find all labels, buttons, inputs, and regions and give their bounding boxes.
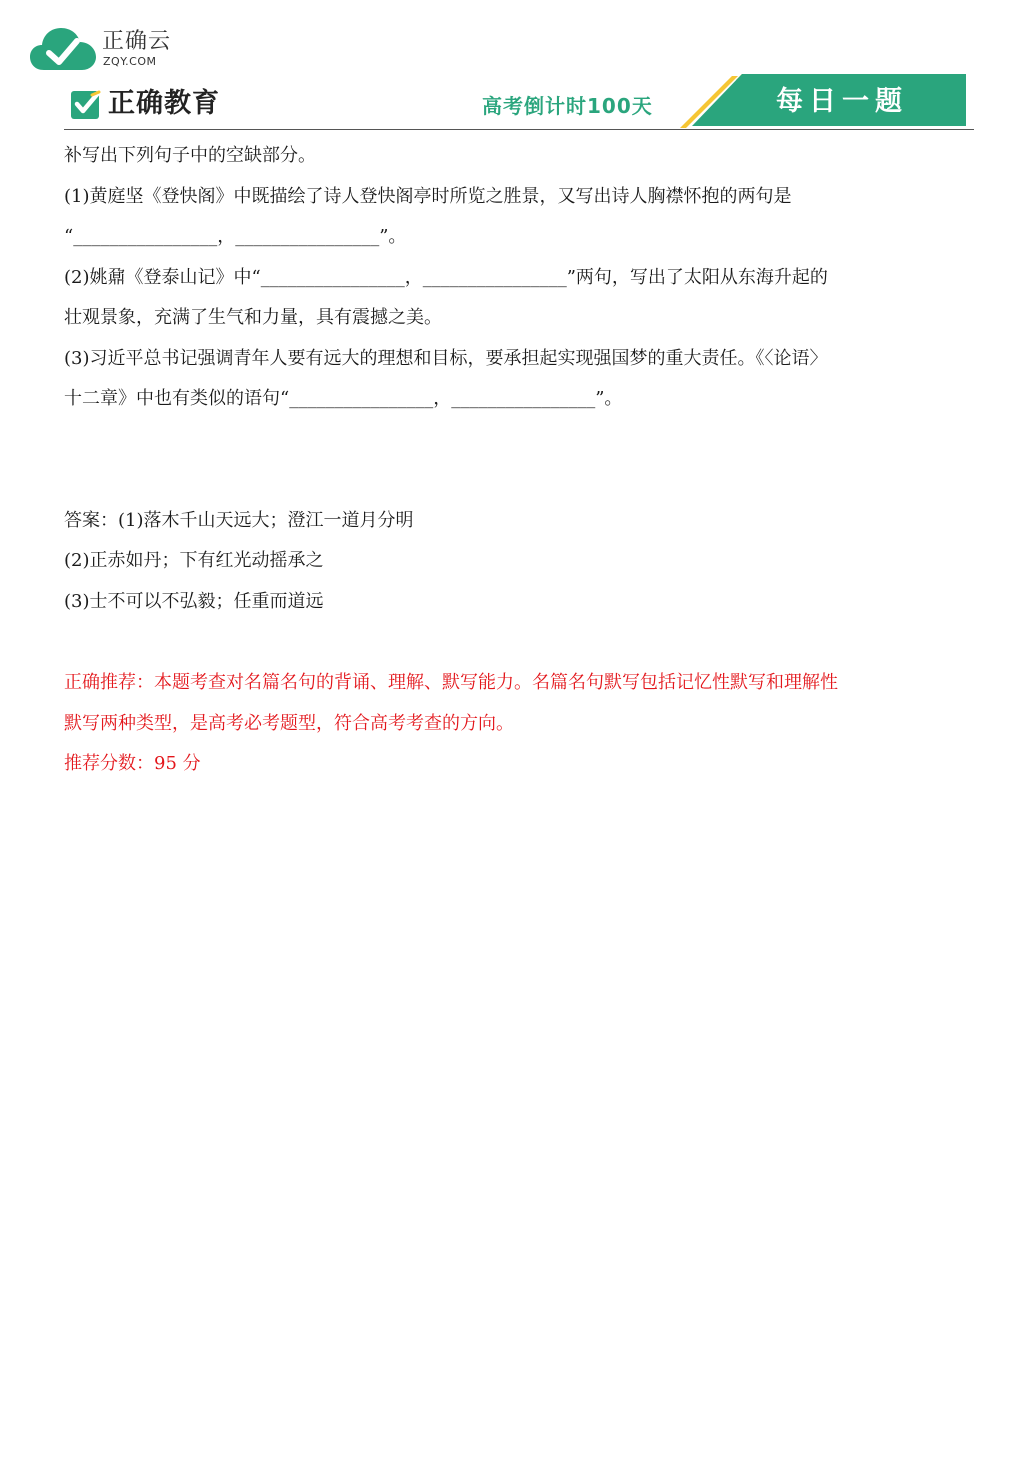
question-line: 壮观景象，充满了生气和力量，具有震撼之美。 bbox=[64, 307, 442, 328]
question-instruction: 补写出下列句子中的空缺部分。 bbox=[64, 145, 316, 166]
zqy-cloud-logo-icon bbox=[30, 26, 96, 72]
edu-title: 正确教育 bbox=[108, 88, 220, 119]
question-line: (2)姚鼐《登泰山记》中“________________，________________”两句，写出了太阳从东海升起的 bbox=[64, 266, 828, 288]
answer-line: (2)正赤如丹；下有红光动摇承之 bbox=[64, 550, 324, 571]
answer-line: (3)士不可以不弘毅；任重而道远 bbox=[64, 590, 324, 612]
brand-name: 正确云 bbox=[102, 29, 172, 54]
spacer bbox=[64, 622, 974, 663]
recommendation-section bbox=[64, 663, 974, 785]
spacer bbox=[64, 420, 974, 501]
checkbox-check-icon bbox=[70, 88, 102, 120]
question-section bbox=[64, 136, 974, 420]
document-body bbox=[64, 136, 974, 785]
question-line: 十二章》中也有类似的语句“________________，________________”。 bbox=[64, 388, 623, 409]
recommendation-line: 默写两种类型，是高考必考题型，符合高考考查的方向。 bbox=[64, 712, 514, 734]
answer-line: 答案：(1)落木千山天远大；澄江一道月分明 bbox=[64, 509, 414, 531]
question-line: (3)习近平总书记强调青年人要有远大的理想和目标，要承担起实现强国梦的重大责任。《〈论语〉 bbox=[64, 347, 828, 369]
recommendation-line: 正确推荐：本题考查对名篇名句的背诵、理解、默写能力。名篇名句默写包括记忆性默写和理解性 bbox=[64, 672, 838, 693]
daily-question-label: 每日一题 bbox=[776, 86, 908, 117]
recommendation-score: 推荐分数：95 分 bbox=[64, 753, 201, 774]
countdown-slogan: 高考倒计时100天 bbox=[482, 94, 653, 118]
question-line: (1)黄庭坚《登快阁》中既描绘了诗人登快阁亭时所览之胜景，又写出诗人胸襟怀抱的两句是 bbox=[64, 185, 792, 207]
answer-section bbox=[64, 501, 974, 623]
question-line: “________________，________________”。 bbox=[64, 226, 407, 247]
brand-domain: ZQY.COM bbox=[103, 55, 157, 68]
header-divider bbox=[64, 129, 974, 130]
